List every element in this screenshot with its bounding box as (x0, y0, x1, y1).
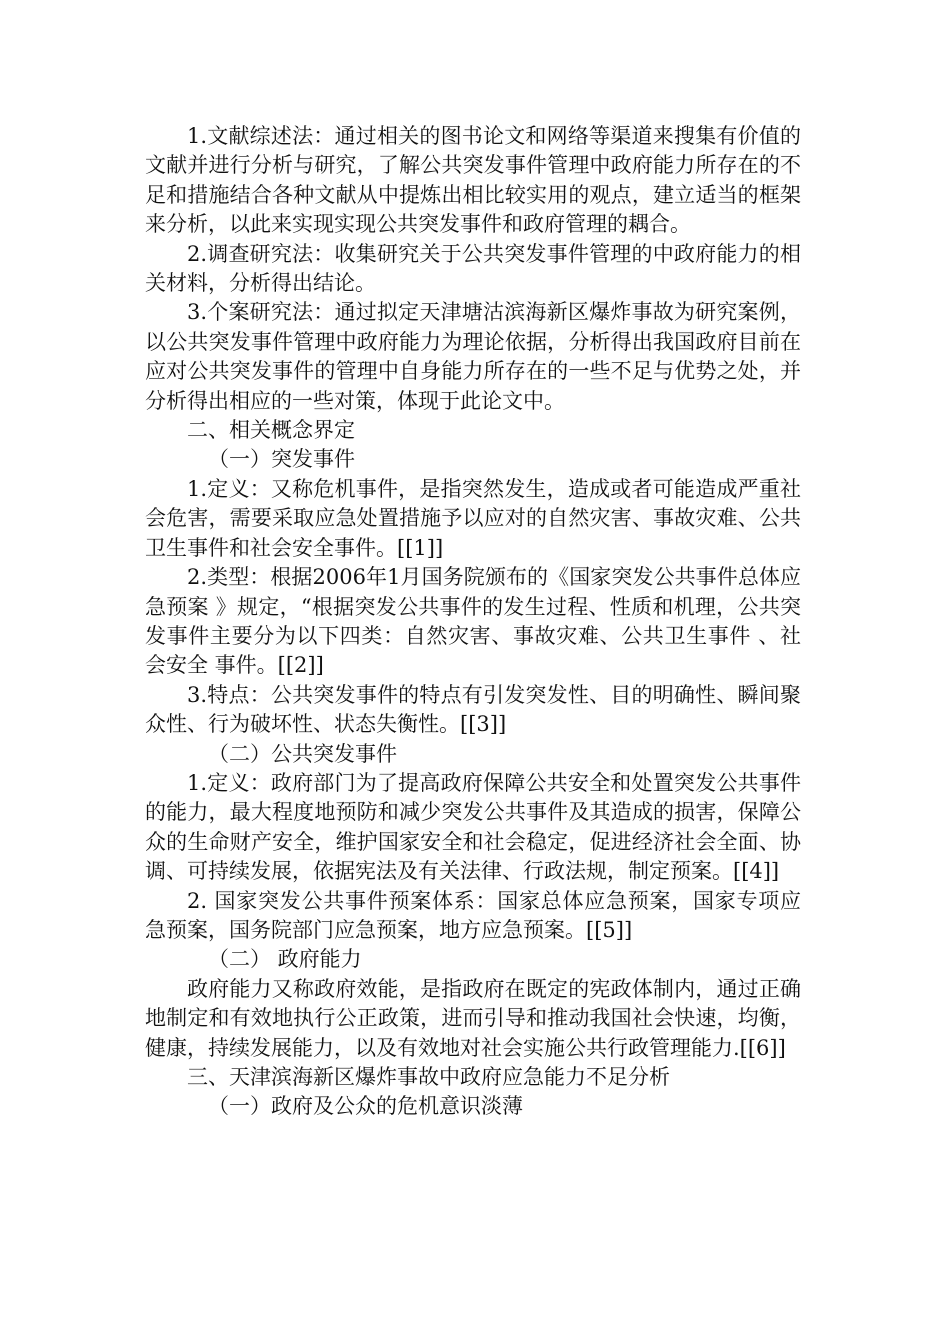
paragraph-literature-review-method: 1.文献综述法：通过相关的图书论文和网络等渠道来搜集有价值的文献并进行分析与研究，了解公共突发事件管理中政府能力所存在的不足和措施结合各种文献从中提炼出相比较实用的观点，建立适当的框架来分析，以此来实现实现公共突发事件和政府管理的耦合。 (145, 124, 801, 237)
paragraph-plan-system: 2. 国家突发公共事件预案体系：国家总体应急预案，国家专项应急预案，国务院部门应急预案，地方应急预案。[[5]] (145, 888, 801, 942)
subheading-emergency-events: （一）突发事件 (208, 447, 355, 472)
paragraph-survey-method: 2.调查研究法：收集研究关于公共突发事件管理的中政府能力的相关材料，分析得出结论。 (145, 241, 801, 296)
paragraph-definition: 1.定义：又称危机事件，是指突然发生，造成或者可能造成严重社会危害，需要采取应急处置措施予以应对的自然灾害、事故灾难、公共卫生事件和社会安全事件。[[1]] (145, 476, 801, 560)
subheading-crisis-awareness: （一）政府及公众的危机意识淡薄 (208, 1094, 523, 1119)
subheading-government-capability: （二） 政府能力 (208, 947, 362, 972)
section-heading-concepts: 二、相关概念界定 (187, 418, 355, 443)
section-heading-analysis: 三、天津滨海新区爆炸事故中政府应急能力不足分析 (187, 1065, 670, 1089)
paragraph-characteristics: 3.特点：公共突发事件的特点有引发突发性、目的明确性、瞬间聚众性、行为破坏性、状态失衡性。[[3]] (145, 682, 801, 737)
paragraph-types: 2.类型：根据2006年1月国务院颁布的《国家突发公共事件总体应急预案 》规定，“根据突发公共事件的发生过程、性质和机理，公共突发事件主要分为以下四类：自然灾害、事故灾难、公共卫生事件 、社会安全 事件。[[2]] (145, 565, 801, 678)
paragraph-plan-definition: 1.定义：政府部门为了提高政府保障公共安全和处置突发公共事件的能力，最大程度地预防和减少突发公共事件及其造成的损害，保障公众的生命财产安全，维护国家安全和社会稳定，促进经济社会全面、协调、可持续发展，依据宪法及有关法律、行政法规，制定预案。[[4]] (145, 770, 801, 884)
paragraph-case-study-method: 3.个案研究法：通过拟定天津塘沽滨海新区爆炸事故为研究案例，以公共突发事件管理中政府能力为理论依据，分析得出我国政府目前在应对公共突发事件的管理中自身能力所存在的一些不足与优势之处，并分析得出相应的一些对策，体现于此论文中。 (145, 300, 801, 413)
paragraph-government-capability: 政府能力又称政府效能，是指政府在既定的宪政体制内，通过正确地制定和有效地执行公正政策，进而引导和推动我国社会快速，均衡，健康，持续发展能力，以及有效地对社会实施公共行政管理能力.[[6]] (145, 976, 801, 1060)
document-body (145, 122, 801, 1122)
subheading-public-emergency-events: （二）公共突发事件 (208, 741, 397, 766)
